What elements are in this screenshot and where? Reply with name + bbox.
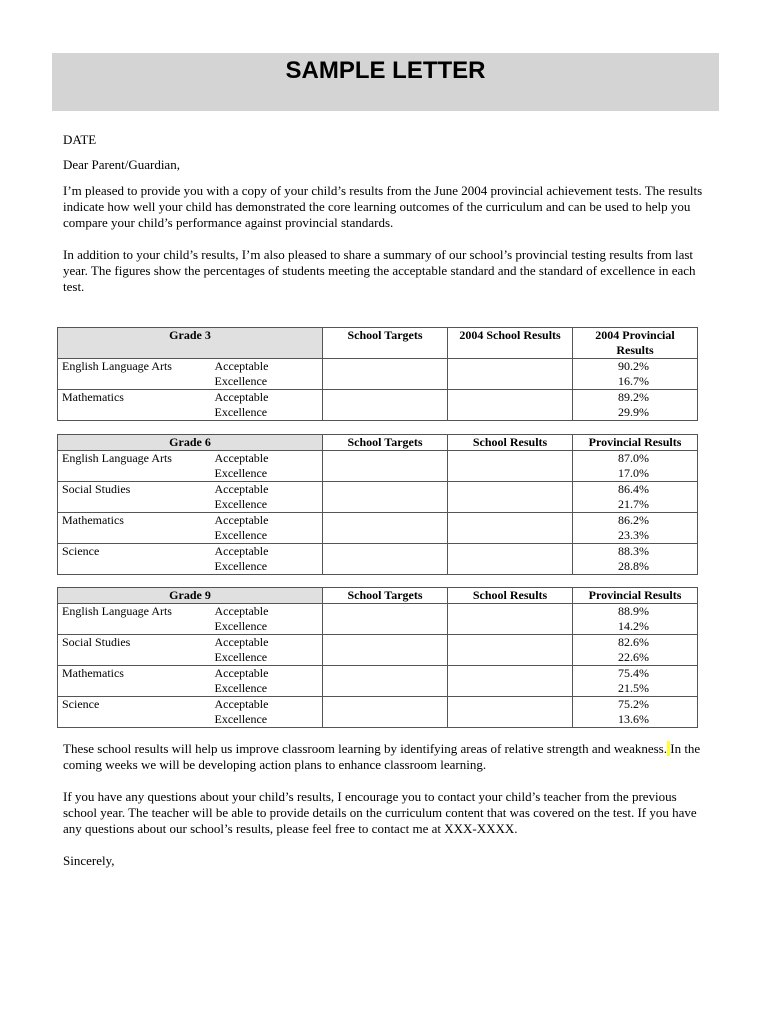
provincial-result-cell [573,482,698,513]
subject-cell: English Language Arts [58,359,211,390]
provincial-header-line1: Provincial Results [588,435,682,449]
provincial-result-cell [573,544,698,575]
table-header-row [58,435,698,451]
table-row [58,604,698,635]
school-result-cell [448,482,573,513]
school-result-cell [448,513,573,544]
level-excellence: Excellence [214,650,268,664]
level-acceptable: Acceptable [214,604,269,618]
school-target-cell [323,697,448,728]
table-header-row [58,328,698,359]
level-acceptable: Acceptable [214,451,269,465]
school-result-cell [448,359,573,390]
subject-cell: Mathematics [58,666,211,697]
provincial-result-cell [573,635,698,666]
provincial-header-line2: Results [616,343,654,357]
level-excellence: Excellence [214,681,268,695]
level-acceptable: Acceptable [214,513,269,527]
school-results-header: School Results [448,435,573,451]
acceptable-value: 89.2% [618,390,650,404]
acceptable-value: 86.2% [618,513,650,527]
acceptable-value: 88.9% [618,604,650,618]
school-target-cell [323,451,448,482]
level-cell [211,635,323,666]
level-acceptable: Acceptable [214,635,269,649]
page-title: SAMPLE LETTER [285,57,486,84]
table-row [58,544,698,575]
level-acceptable: Acceptable [214,390,269,404]
school-target-cell [323,390,448,421]
level-cell [211,544,323,575]
grade-header: Grade 6 [58,435,323,451]
level-excellence: Excellence [214,497,268,511]
provincial-header-line1: Provincial Results [588,588,682,602]
acceptable-value: 87.0% [618,451,650,465]
level-cell [211,697,323,728]
level-cell [211,604,323,635]
subject-cell: English Language Arts [58,451,211,482]
excellence-value: 23.3% [618,528,650,542]
level-cell [211,666,323,697]
level-cell [211,451,323,482]
subject-cell: Science [58,697,211,728]
provincial-result-cell [573,451,698,482]
acceptable-value: 75.4% [618,666,650,680]
subject-cell: Mathematics [58,390,211,421]
excellence-value: 22.6% [618,650,650,664]
school-result-cell [448,635,573,666]
table-row [58,390,698,421]
grade-header: Grade 9 [58,588,323,604]
school-result-cell [448,666,573,697]
acceptable-value: 90.2% [618,359,650,373]
acceptable-value: 88.3% [618,544,650,558]
subject-cell: Science [58,544,211,575]
paragraph-improvement-part2: In the coming weeks we will be developing action plans to enhance classroom learning. [63,741,701,772]
level-excellence: Excellence [214,405,268,419]
letter-intro [63,132,703,311]
school-target-cell [323,359,448,390]
excellence-value: 14.2% [618,619,650,633]
level-excellence: Excellence [214,528,268,542]
acceptable-value: 75.2% [618,697,650,711]
school-targets-header: School Targets [323,588,448,604]
level-excellence: Excellence [214,466,268,480]
provincial-header-line1: 2004 Provincial [595,328,675,342]
table-row [58,697,698,728]
school-target-cell [323,666,448,697]
provincial-results-header [573,588,698,604]
grade-9-results-table [57,587,698,728]
table-header-row [58,588,698,604]
title-banner [52,53,719,111]
school-target-cell [323,482,448,513]
date-line: DATE [63,132,97,147]
school-target-cell [323,544,448,575]
excellence-value: 21.5% [618,681,650,695]
school-results-header: 2004 School Results [448,328,573,359]
school-targets-header: School Targets [323,328,448,359]
provincial-results-header [573,435,698,451]
paragraph-improvement-part1: These school results will help us improve classroom learning by identifying areas of relative strength and weakness. [63,741,667,756]
excellence-value: 28.8% [618,559,650,573]
school-result-cell [448,604,573,635]
provincial-results-header [573,328,698,359]
paragraph-contact: If you have any questions about your child’s results, I encourage you to contact your child’s teacher from the previous school year. The teacher will be able to provide details on the curriculum content that was covered on the test. If you have any questions about our school’s results, please feel free to contact me at XXX-XXXX. [63,789,697,836]
excellence-value: 13.6% [618,712,650,726]
school-results-header: School Results [448,588,573,604]
provincial-result-cell [573,390,698,421]
level-cell [211,359,323,390]
level-excellence: Excellence [214,374,268,388]
level-acceptable: Acceptable [214,359,269,373]
level-acceptable: Acceptable [214,697,269,711]
subject-cell: English Language Arts [58,604,211,635]
grade-header: Grade 3 [58,328,323,359]
provincial-result-cell [573,359,698,390]
level-cell [211,513,323,544]
salutation: Dear Parent/Guardian, [63,157,180,172]
excellence-value: 21.7% [618,497,650,511]
level-acceptable: Acceptable [214,482,269,496]
table-row [58,482,698,513]
table-row [58,359,698,390]
provincial-result-cell [573,697,698,728]
provincial-result-cell [573,666,698,697]
school-target-cell [323,604,448,635]
level-acceptable: Acceptable [214,666,269,680]
subject-cell: Mathematics [58,513,211,544]
table-row [58,513,698,544]
level-cell [211,390,323,421]
table-row [58,451,698,482]
acceptable-value: 82.6% [618,635,650,649]
level-excellence: Excellence [214,619,268,633]
grade-3-results-table [57,327,698,421]
grade-6-results-table [57,434,698,575]
excellence-value: 16.7% [618,374,650,388]
paragraph-improvement [63,741,703,773]
level-excellence: Excellence [214,712,268,726]
paragraph-summary: In addition to your child’s results, I’m also pleased to share a summary of our school’s provincial testing results from last year. The figures show the percentages of students meeting the acceptable standard and the standard of excellence in each test. [63,247,696,294]
excellence-value: 29.9% [618,405,650,419]
school-result-cell [448,451,573,482]
subject-cell: Social Studies [58,482,211,513]
table-row [58,666,698,697]
acceptable-value: 86.4% [618,482,650,496]
level-excellence: Excellence [214,559,268,573]
school-result-cell [448,697,573,728]
excellence-value: 17.0% [618,466,650,480]
closing-line: Sincerely, [63,853,115,868]
subject-cell: Social Studies [58,635,211,666]
school-target-cell [323,635,448,666]
school-target-cell [323,513,448,544]
level-acceptable: Acceptable [214,544,269,558]
school-result-cell [448,390,573,421]
provincial-result-cell [573,513,698,544]
provincial-result-cell [573,604,698,635]
letter-closing [63,741,703,869]
school-targets-header: School Targets [323,435,448,451]
table-row [58,635,698,666]
paragraph-intro: I’m pleased to provide you with a copy of your child’s results from the June 2004 provincial achievement tests. The results indicate how well your child has demonstrated the core learning outcomes of the curriculum and can be used to help you compare your child’s performance against provincial standards. [63,183,703,230]
school-result-cell [448,544,573,575]
level-cell [211,482,323,513]
